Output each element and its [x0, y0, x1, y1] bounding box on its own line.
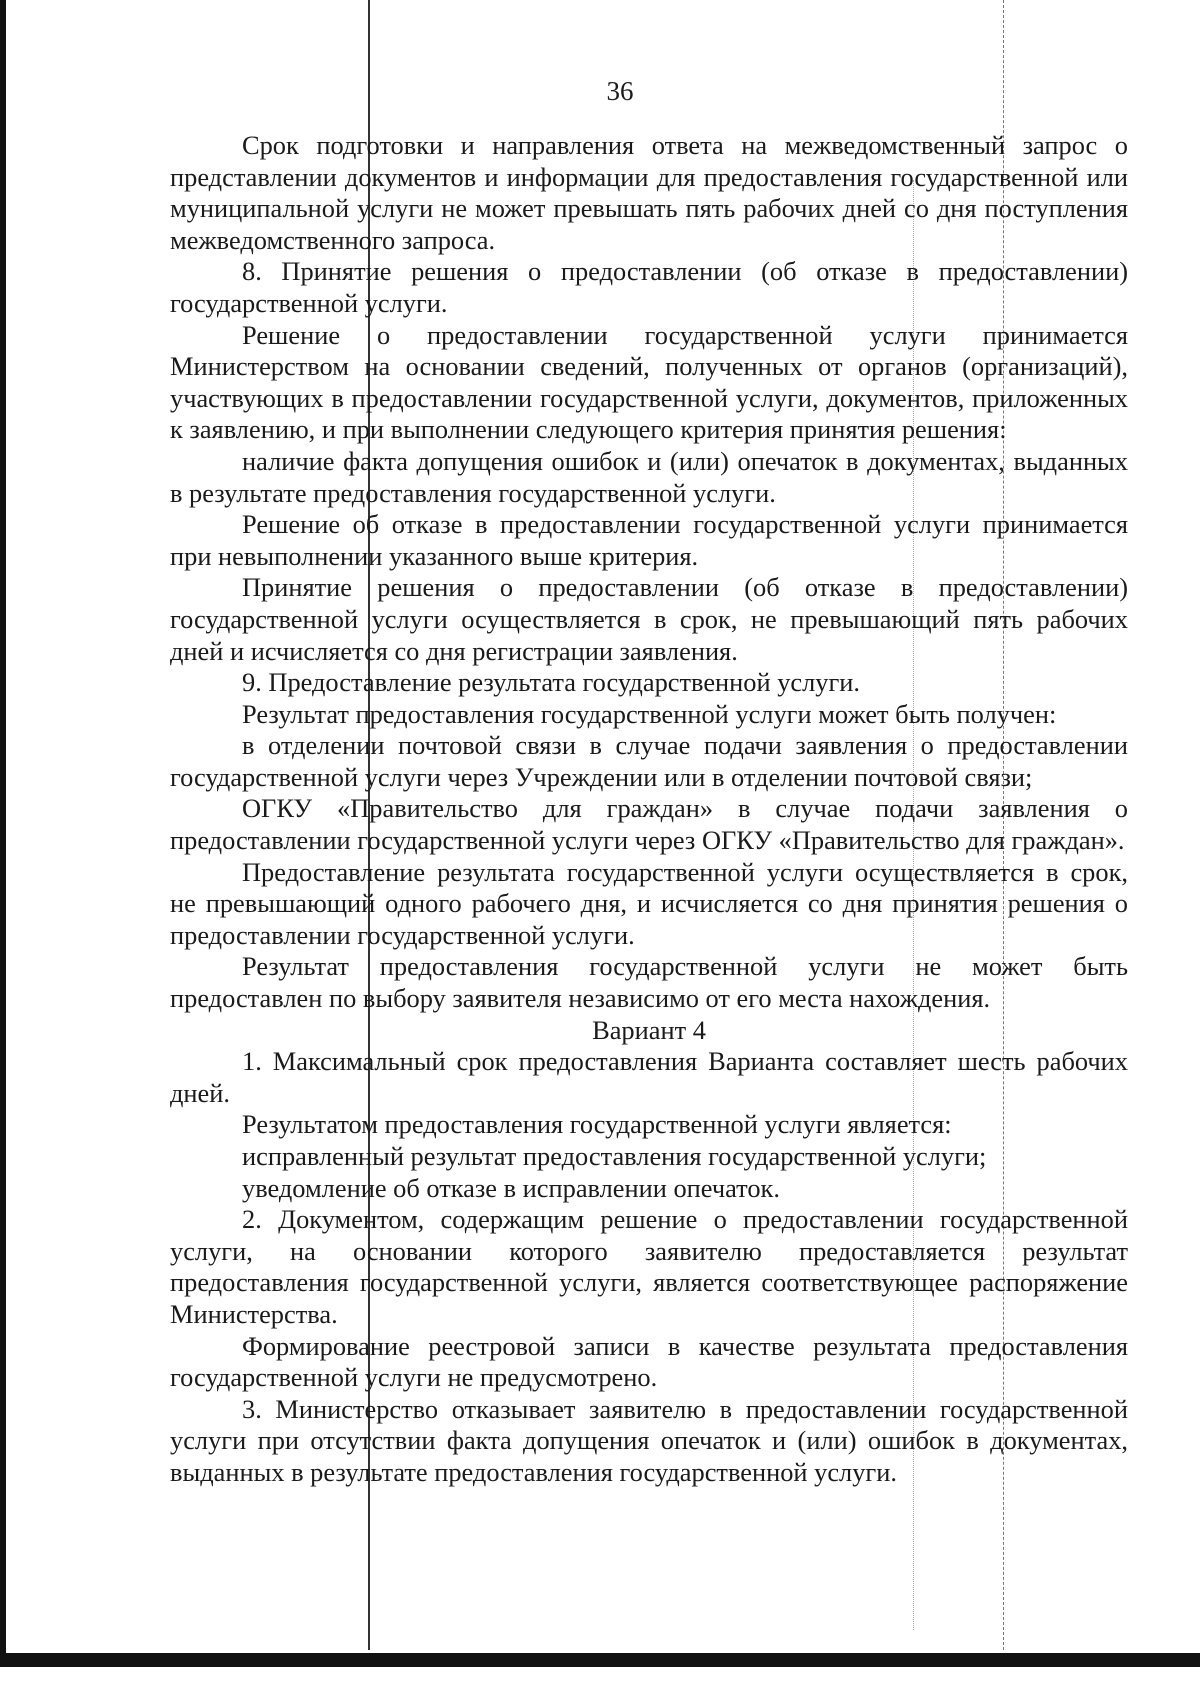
paragraph: Формирование реестровой записи в качестве результата предоставления государственной услуги не предусмотрено.: [170, 1330, 1128, 1393]
scan-edge-bottom: [0, 1653, 1200, 1667]
paragraph: Результат предоставления государственной услуги не может быть предоставлен по выбору заявителя независимо от его места нахождения.: [170, 951, 1128, 1014]
section-heading: 9. Предоставление результата государственной услуги.: [242, 667, 861, 698]
list-item: исправленный результат предоставления государственной услуги;: [242, 1141, 987, 1171]
paragraph: Принятие решения о предоставлении (об отказе в предоставлении) государственной услуги осуществляется в срок, не превышающий пять рабочих дней и исчисляется со дня регистрации заявления.: [170, 572, 1128, 666]
paragraph: Предоставление результата государственной услуги осуществляется в срок, не превышающий одного рабочего дня, и исчисляется со дня принятия решения о предоставлении государственной услуги.: [170, 856, 1128, 950]
paragraph: наличие факта допущения ошибок и (или) опечаток в документах, выданных в результате предоставления государственной услуги.: [170, 445, 1128, 508]
paragraph: Решение об отказе в предоставлении государственной услуги принимается при невыполнении указанного выше критерия.: [170, 509, 1128, 571]
paragraph: 2. Документом, содержащим решение о предоставлении государственной услуги, на основании которого заявителю предоставляется результат предоставления государственной услуги, является соответствующее распоряжение Министерства.: [170, 1204, 1128, 1329]
page-number: 36: [606, 76, 634, 106]
section-heading: 8. Принятие решения о предоставлении (об отказе в предоставлении) государственной услуги.: [170, 256, 1128, 318]
scan-edge-left: [0, 0, 6, 1660]
paragraph: 3. Министерство отказывает заявителю в предоставлении государственной услуги при отсутствии факта допущения опечаток и (или) ошибок в документах, выданных в результате предоставления государственной услуги.: [170, 1393, 1128, 1487]
paragraph: Решение о предоставлении государственной услуги принимается Министерством на основании сведений, полученных от органов (организаций), участвующих в предоставлении государственной услуги, документов, приложенных к заявлению, и при выполнении следующего критерия принятия решения:: [170, 319, 1128, 445]
paragraph: Результат предоставления государственной услуги может быть получен:: [242, 698, 1057, 729]
paragraph: 1. Максимальный срок предоставления Варианта составляет шесть рабочих дней.: [170, 1046, 1128, 1108]
paragraph: ОГКУ «Правительство для граждан» в случае подачи заявления о предоставлении государственной услуги через ОГКУ «Правительство для граждан».: [170, 793, 1128, 856]
document-body: [170, 130, 1128, 1489]
paragraph: Срок подготовки и направления ответа на межведомственный запрос о представлении документов и информации для предоставления государственной или муниципальной услуги не может превышать пять рабочих дней со дня поступления межведомственного запроса.: [170, 130, 1128, 255]
paragraph: Результатом предоставления государственной услуги является:: [242, 1109, 952, 1140]
variant-heading: Вариант 4: [592, 1014, 706, 1045]
list-item: уведомление об отказе в исправлении опечаток.: [242, 1172, 780, 1203]
paragraph: в отделении почтовой связи в случае подачи заявления о предоставлении государственной услуги через Учреждении или в отделении почтовой связи;: [170, 730, 1128, 792]
